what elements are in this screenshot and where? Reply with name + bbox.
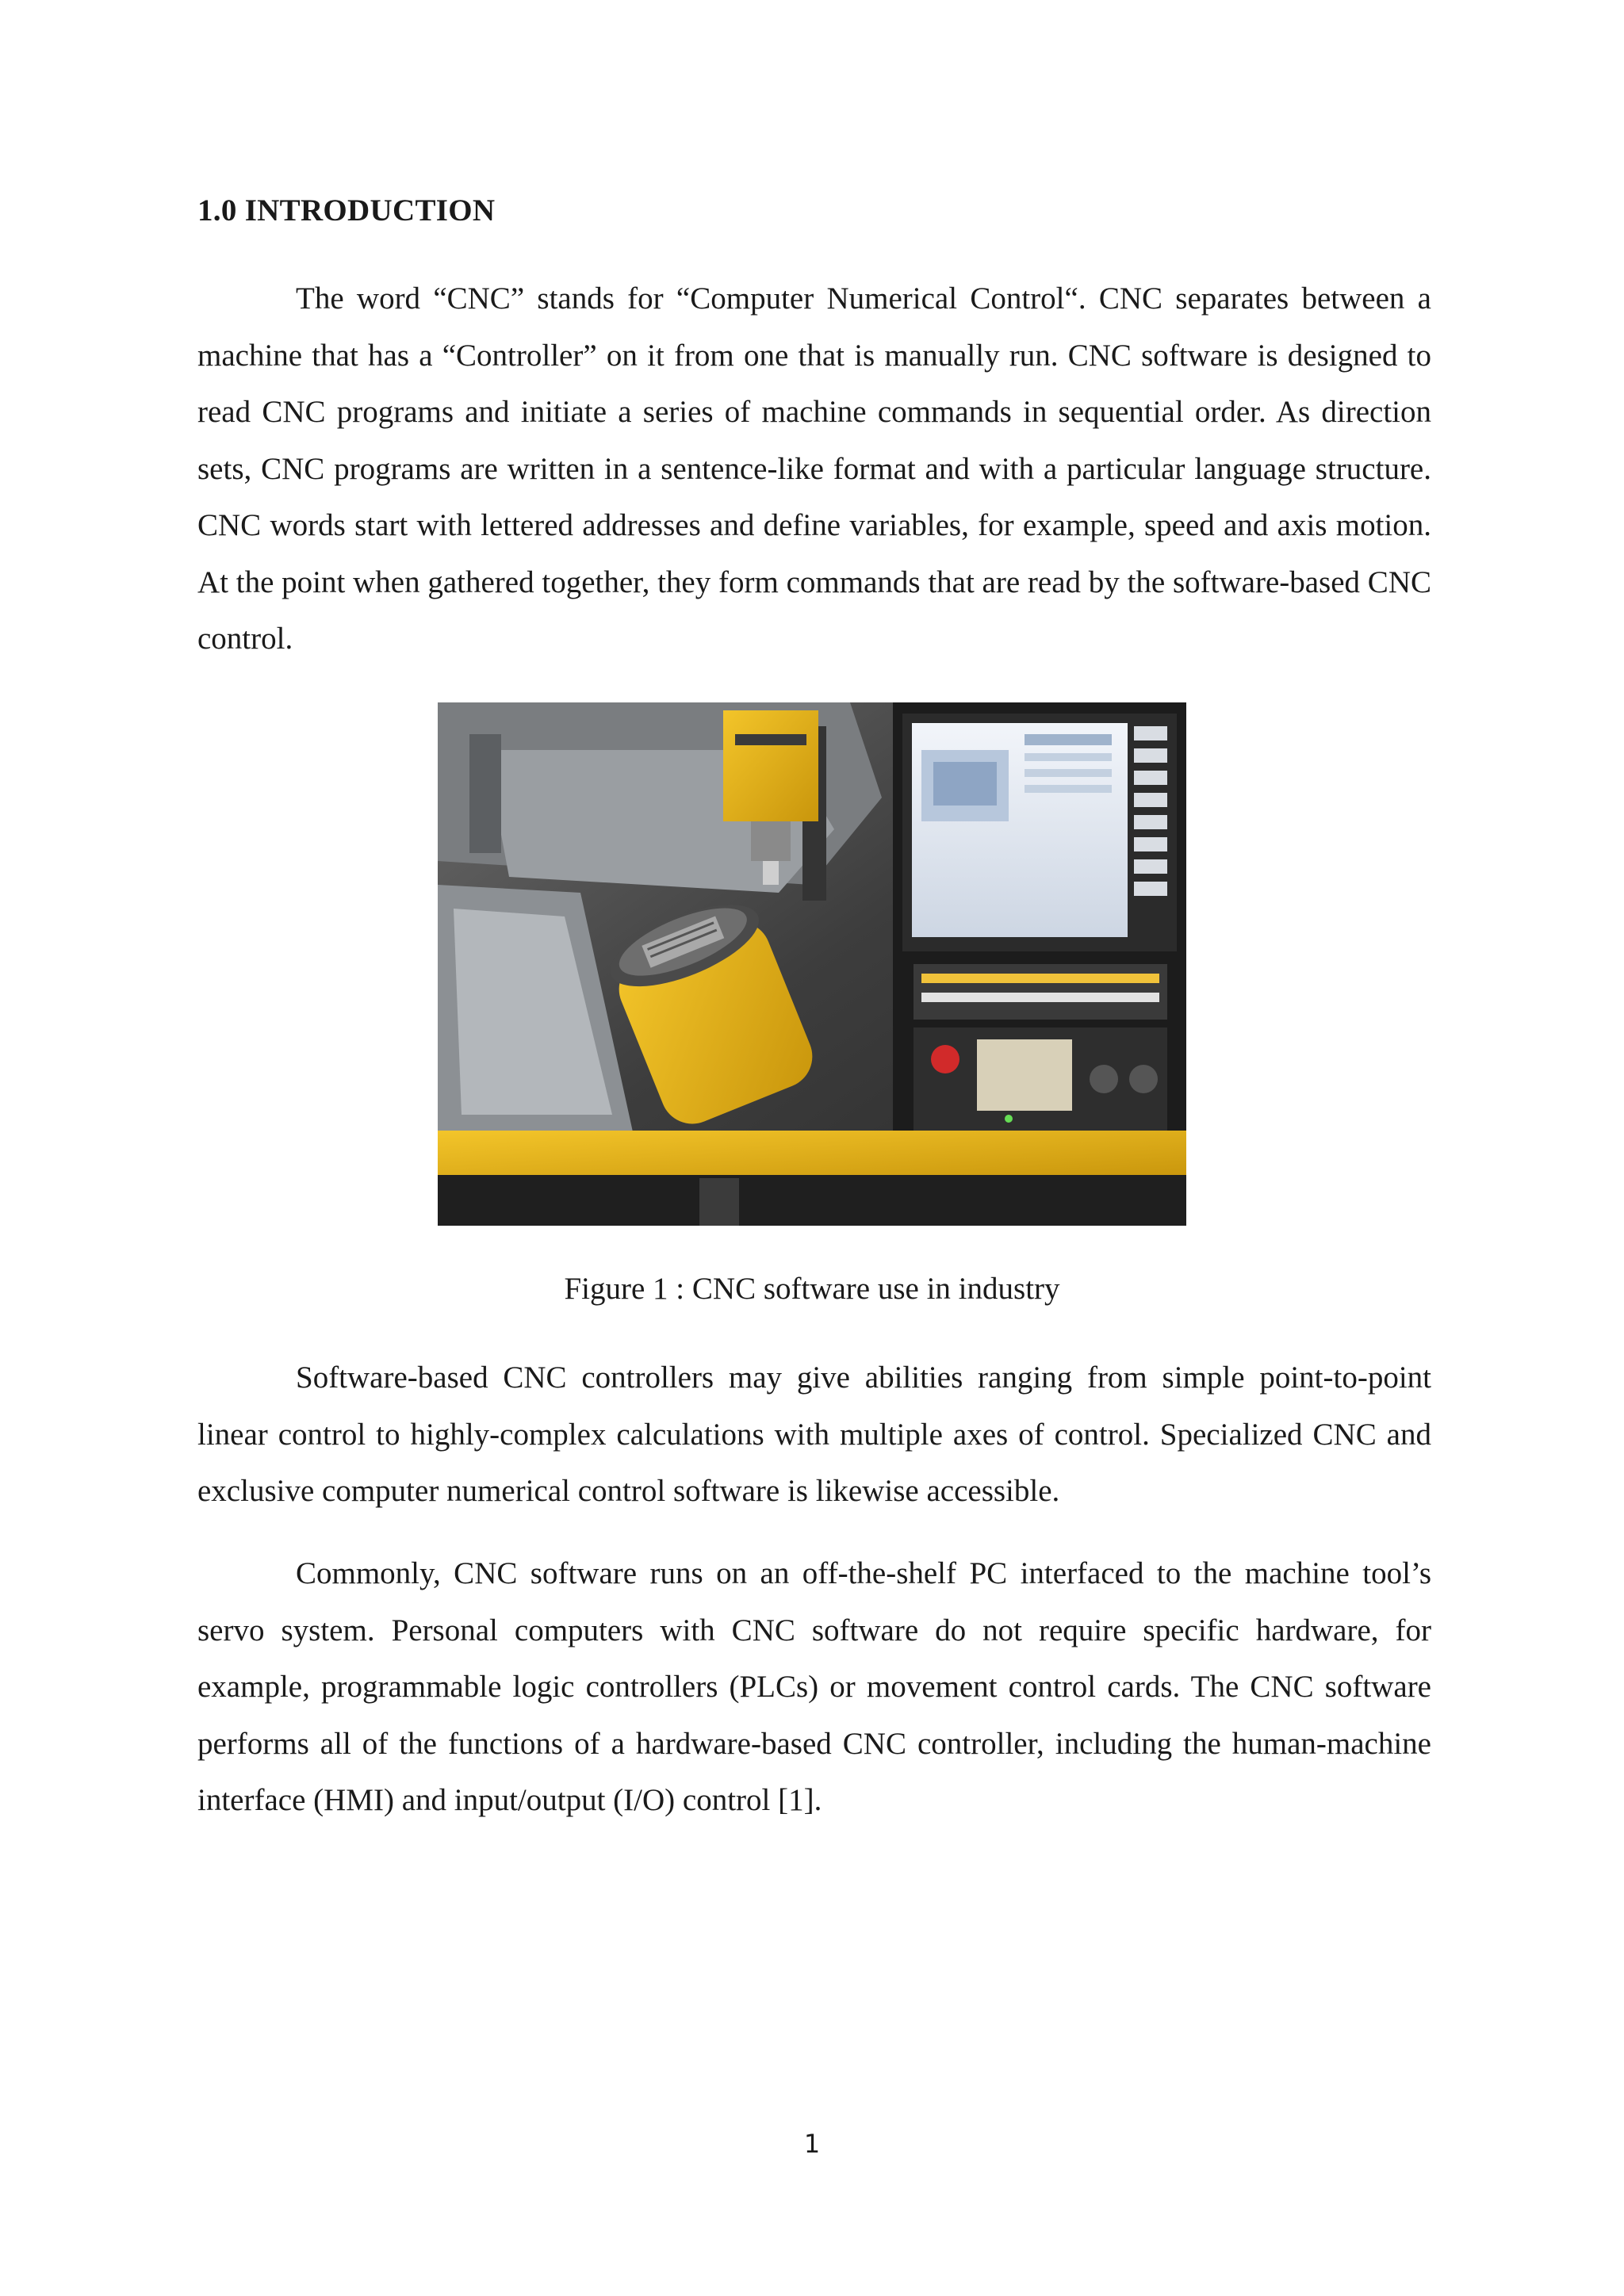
paragraph-intro: The word “CNC” stands for “Computer Numerical Control“. CNC separates between a machine that has a “Controller” on it from one that is manually run. CNC software is designed to read CNC programs and initiate a series of machine commands in sequential order. As direction sets, CNC programs are written in a sentence-like format and with a particular language structure. CNC words start with lettered addresses and define variables, for example, speed and axis motion. At the point when gathered together, they form commands that are read by the software-based CNC control. (197, 281, 1431, 656)
paragraph-controllers: Software-based CNC controllers may give abilities ranging from simple point-to-point linear control to highly-complex calculations with multiple axes of control. Specialized CNC and exclusive computer numerical control software is likewise accessible. (197, 1360, 1431, 1508)
section-heading: 1.0 INTRODUCTION (197, 193, 496, 228)
figure-caption: Figure 1 : CNC software use in industry (564, 1272, 1060, 1306)
page-number: 1 (803, 2129, 821, 2159)
paragraph-pc-software: Commonly, CNC software runs on an off-the-shelf PC interfaced to the machine tool’s servo system. Personal computers with CNC software do not require specific hardware, for example, programmable logic controllers (PLCs) or movement control cards. The CNC software performs all of the functions of a hardware-based CNC controller, including the human-machine interface (HMI) and input/output (I/O) control [1]. (197, 1556, 1431, 1817)
cnc-machine-photo (438, 702, 1186, 1226)
